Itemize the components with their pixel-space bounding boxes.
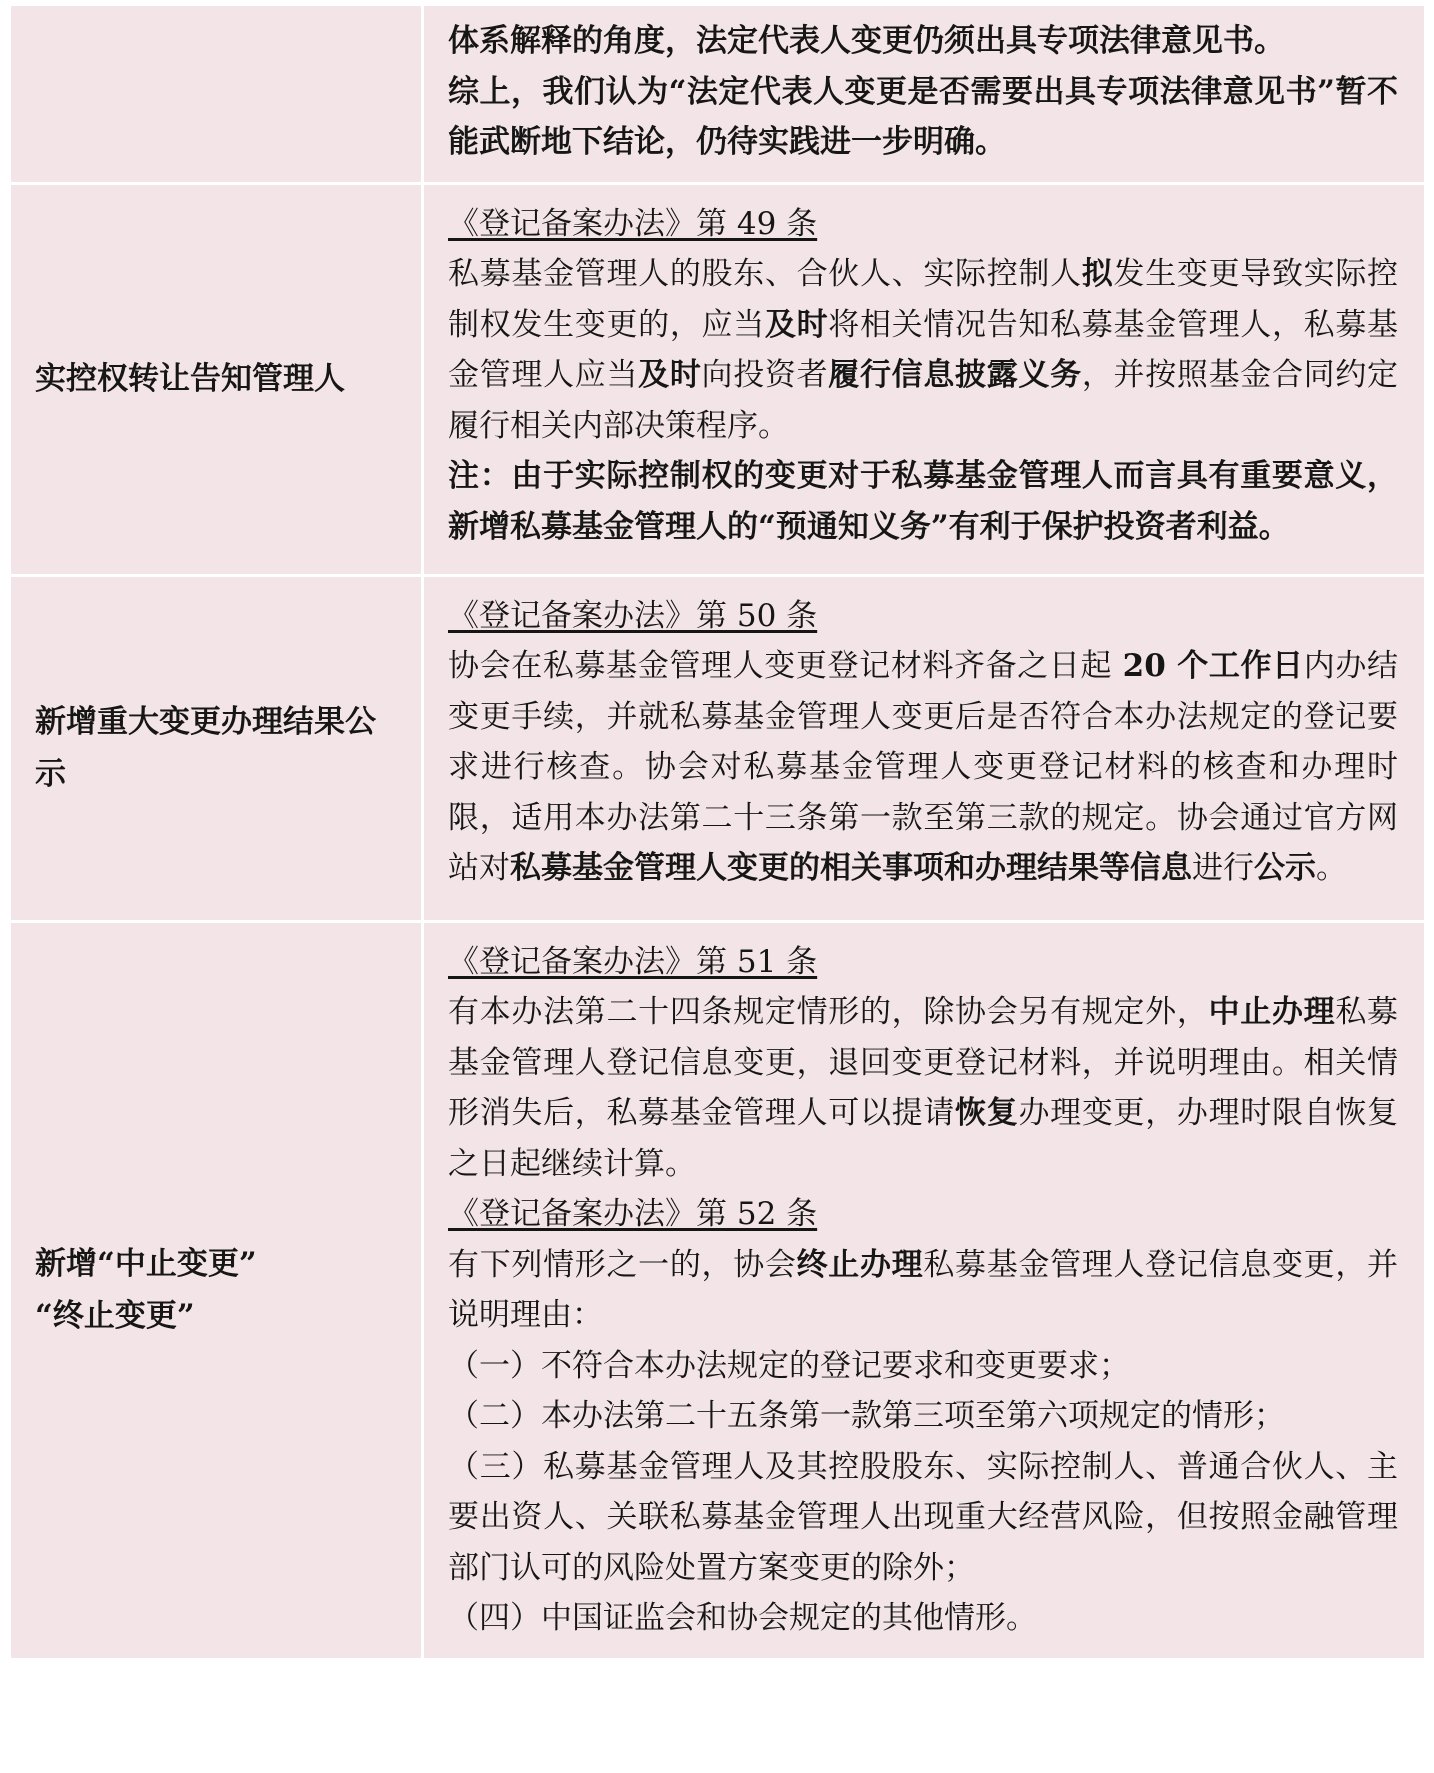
topic-cell [10, 575, 423, 921]
table-row [10, 183, 1426, 575]
paragraph-conclusion-2: 综上，我们认为“法定代表人变更是否需要出具专项法律意见书”暂不能武断地下结论，仍待实践进一步明确。 [448, 73, 1398, 160]
body-cell [423, 921, 1426, 1659]
article-text: 协会在私募基金管理人变更登记材料齐备之日起 20 个工作日内办结变更手续，并就私募基金管理人变更后是否符合本办法规定的登记要求进行核查。协会对私募基金管理人变更登记材料的核查和办理时限，适用本办法第二十三条第一款至第三款的规定。协会通过官方网站对私募基金管理人变更的相关事项和办理结果等信息进行公示。 [448, 648, 1399, 886]
list-item: （四）中国证监会和协会规定的其他情形。 [448, 1600, 1037, 1636]
topic-label: 实控权转让告知管理人 [35, 361, 345, 397]
table-row [10, 921, 1426, 1659]
topic-label: 新增重大变更办理结果公示 [35, 704, 376, 792]
article-text: 有下列情形之一的，协会终止办理私募基金管理人登记信息变更，并说明理由： [448, 1246, 1399, 1333]
regulation-table [8, 3, 1427, 1661]
list-item: （三）私募基金管理人及其控股股东、实际控制人、普通合伙人、主要出资人、关联私募基金管理人出现重大经营风险，但按照金融管理部门认可的风险处置方案变更的除外； [448, 1448, 1398, 1586]
body-cell [423, 575, 1426, 921]
body-cell [423, 5, 1426, 184]
table-row [10, 575, 1426, 921]
topic-label-line-2: “终止变更” [35, 1298, 195, 1334]
article-reference-link[interactable]: 《登记备案办法》第 50 条 [448, 597, 818, 634]
note-text: 注：由于实际控制权的变更对于私募基金管理人而言具有重要意义，新增私募基金管理人的“预通知义务”有利于保护投资者利益。 [448, 458, 1398, 545]
topic-cell [10, 183, 423, 575]
list-item: （二）本办法第二十五条第一款第三项至第六项规定的情形； [448, 1398, 1285, 1434]
article-text: 私募基金管理人的股东、合伙人、实际控制人拟发生变更导致实际控制权发生变更的，应当及时将相关情况告知私募基金管理人，私募基金管理人应当及时向投资者履行信息披露义务，并按照基金合同约定履行相关内部决策程序。 [448, 256, 1399, 444]
article-reference-link[interactable]: 《登记备案办法》第 49 条 [448, 205, 818, 242]
table-row [10, 5, 1426, 184]
topic-cell-empty [10, 5, 423, 184]
paragraph-conclusion-1: 体系解释的角度，法定代表人变更仍须出具专项法律意见书。 [448, 23, 1285, 59]
article-reference-link[interactable]: 《登记备案办法》第 52 条 [448, 1196, 818, 1232]
article-reference-link[interactable]: 《登记备案办法》第 51 条 [448, 943, 818, 980]
topic-label-line-1: 新增“中止变更” [35, 1246, 257, 1282]
article-text: 有本办法第二十四条规定情形的，除协会另有规定外，中止办理私募基金管理人登记信息变更，退回变更登记材料，并说明理由。相关情形消失后，私募基金管理人可以提请恢复办理变更，办理时限自恢复之日起继续计算。 [448, 994, 1399, 1182]
topic-cell [10, 921, 423, 1659]
list-item: （一）不符合本办法规定的登记要求和变更要求； [448, 1347, 1130, 1384]
body-cell [423, 183, 1426, 575]
